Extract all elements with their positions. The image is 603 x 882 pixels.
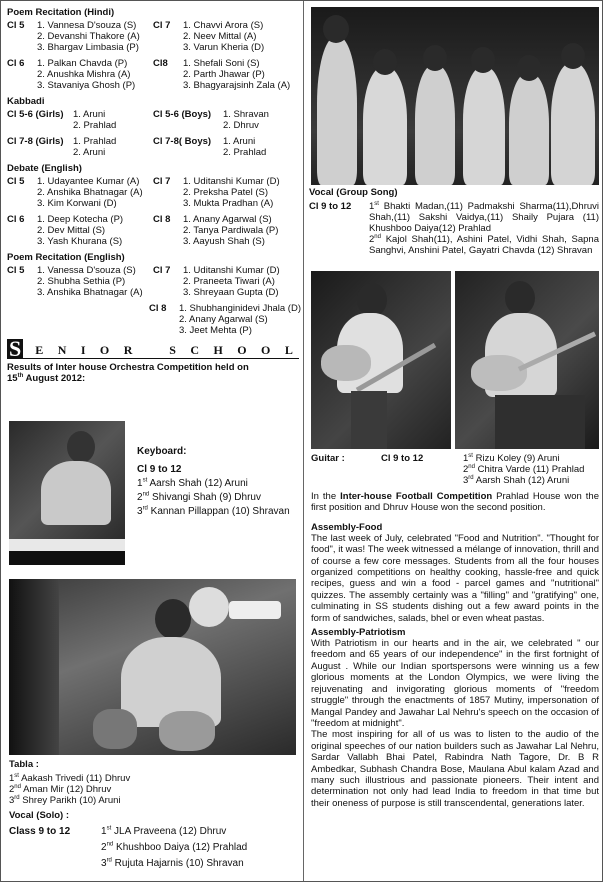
winner: 1. Aruni bbox=[73, 109, 106, 120]
keyboard-class: Cl 9 to 12 bbox=[137, 464, 182, 475]
date-sup: th bbox=[17, 372, 24, 379]
winner: 2. Dhruv bbox=[223, 120, 259, 131]
guitar-class: Cl 9 to 12 bbox=[381, 453, 424, 464]
winner: 3. Yash Khurana (S) bbox=[37, 236, 123, 247]
poem-english-title: Poem Recitation (English) bbox=[7, 252, 125, 263]
banner-letter: L bbox=[284, 343, 295, 357]
senior-school-banner bbox=[7, 336, 299, 361]
orchestra-heading bbox=[7, 362, 299, 384]
result-line: 2nd Shivangi Shah (9) Dhruv bbox=[137, 491, 261, 503]
class-label: Cl8 bbox=[153, 58, 168, 69]
poem-hindi-title: Poem Recitation (Hindi) bbox=[7, 7, 115, 18]
winner: 2. Tanya Pardiwala (P) bbox=[183, 225, 279, 236]
banner-letter: O bbox=[237, 343, 249, 357]
result-line: 2nd Khushboo Daiya (12) Prahlad bbox=[101, 841, 248, 853]
winner: 3. Varun Kheria (D) bbox=[183, 42, 265, 53]
keyboard-photo bbox=[9, 421, 125, 565]
class-label: Cl 7-8 (Girls) bbox=[7, 136, 64, 147]
winner: 2. Neev Mittal (A) bbox=[183, 31, 257, 42]
class-label: Cl 7 bbox=[153, 176, 171, 187]
group-second: 2nd Kajol Shah(11), Ashini Patel, Vidhi Shah, Sapna Sanghvi, Anshini Patel, Gayatri Chavda (12) Shravan bbox=[369, 233, 599, 256]
winner: 1. Chavvi Arora (S) bbox=[183, 20, 264, 31]
result-line: 2nd Aman Mir (12) Dhruv bbox=[9, 783, 112, 795]
banner-letter: N bbox=[57, 343, 69, 357]
winner: 1. Vannesa D'souza (S) bbox=[37, 20, 137, 31]
guitar-title: Guitar : bbox=[311, 453, 345, 464]
class-label: Cl 5-6 (Boys) bbox=[153, 109, 212, 120]
winner: 1. Palkan Chavda (P) bbox=[37, 58, 128, 69]
tabla-results bbox=[9, 759, 299, 872]
winner: 1. Uditanshi Kumar (D) bbox=[183, 176, 280, 187]
result-line: 3rd Kannan Pillappan (10) Shravan bbox=[137, 505, 290, 517]
assembly-patriotism-title: Assembly-Patriotism bbox=[311, 627, 406, 639]
class-label: Cl 7 bbox=[153, 20, 171, 31]
keyboard-title: Keyboard: bbox=[137, 446, 187, 457]
winner: 2. Parth Jhawar (P) bbox=[183, 69, 265, 80]
winner: 2. Prahlad bbox=[73, 120, 117, 131]
winner: 1. Uditanshi Kumar (D) bbox=[183, 265, 280, 276]
winner: 3. Mukta Pradhan (A) bbox=[183, 198, 274, 209]
winner: 2. Preksha Patel (S) bbox=[183, 187, 269, 198]
vocal-solo-title: Vocal (Solo) : bbox=[9, 810, 69, 821]
winner: 2. Dev Mittal (S) bbox=[37, 225, 106, 236]
result-line: 1st JLA Praveena (12) Dhruv bbox=[101, 825, 227, 837]
date-num: 15 bbox=[7, 373, 18, 384]
winner: 3. Anshika Bhatnagar (A) bbox=[37, 287, 143, 298]
keyboard-results bbox=[137, 445, 301, 519]
tabla-photo bbox=[9, 579, 296, 755]
group-first: 1st Bhakti Madan,(11) Padmakshi Sharma(11),Dhruvi Shah,(11) Sakshi Vaidya,(11) Shaily Pujara (11) Khushboo Daiya(12) Prahlad bbox=[369, 200, 599, 234]
banner-letter: H bbox=[213, 343, 225, 357]
banner-letter: S bbox=[169, 343, 178, 357]
assembly-food-text: The last week of July, celebrated "Food and Nutrition". "Thought for food", it was! The week witnessed a mélange of innovation, thrill and of course a few core messages. Students from all the four houses organized competitions on healthy cooking, hassle-free and quick recipes, guess and win a food - parcel games and "nutritional" quizzes. The assembly certainly was a "filling" and "gratifying" one, culminating in SS students dishing out a few award points in the form of sandwiches, salads, bhel or even wheat pastas. bbox=[311, 532, 599, 624]
winner: 2. Devanshi Thakore (A) bbox=[37, 31, 140, 42]
winner: 1. Shravan bbox=[223, 109, 269, 120]
result-line: 3rd Aarsh Shah (12) Aruni bbox=[463, 474, 570, 486]
winner: 1. Vanessa D'souza (S) bbox=[37, 265, 136, 276]
winner: 3. Shreyaan Gupta (D) bbox=[183, 287, 279, 298]
class-label: Cl 5 bbox=[7, 20, 25, 31]
left-column bbox=[7, 5, 299, 388]
winner: 3. Kim Korwani (D) bbox=[37, 198, 117, 209]
winner: 2. Anshika Bhatnagar (A) bbox=[37, 187, 143, 198]
winner: 1. Udayantee Kumar (A) bbox=[37, 176, 140, 187]
assembly-patriotism-text1: With Patriotism in our hearts and in the air, we celebrated " our freedom and 65 years of our independence" in the first fortnight of August . While our Indian sportspersons were winning us a few glorious moments at the London Olympics, we were living the rejuvenating and invigorating glorious moments of "freedom struggle" through the enactments of 1857 Mutiny, impersonation of Mangal Pandey and Jawahar Lal Nehru's speech on the occasion of "freedom at midnight". bbox=[311, 638, 599, 729]
winner: 1. Prahlad bbox=[73, 136, 117, 147]
group-song-photo bbox=[311, 7, 599, 185]
result-line: 3rd Shrey Parikh (10) Aruni bbox=[9, 794, 121, 806]
class-label: Cl 5 bbox=[7, 176, 25, 187]
guitar-results bbox=[311, 453, 601, 486]
orchestra-heading-line1: Results of Inter house Orchestra Competition held on bbox=[7, 362, 249, 373]
result-line: 1st Aakash Trivedi (11) Dhruv bbox=[9, 772, 131, 784]
class-label: Cl 8 bbox=[149, 303, 167, 314]
class-label: Cl 7 bbox=[153, 265, 171, 276]
winner: 1. Anany Agarwal (S) bbox=[183, 214, 272, 225]
winner: 2. Anany Agarwal (S) bbox=[179, 314, 268, 325]
banner-initial: S bbox=[9, 336, 22, 361]
winner: 3. Bhagyarajsinh Zala (A) bbox=[183, 80, 291, 91]
winner: 2. Shubha Sethia (P) bbox=[37, 276, 126, 287]
football-result: In the Inter-house Football Competition Prahlad House won the first position and Dhruv House won the second position. bbox=[311, 491, 599, 514]
banner-letter: I bbox=[80, 343, 88, 357]
right-text bbox=[311, 491, 599, 809]
class-label: Cl 6 bbox=[7, 58, 25, 69]
guitar-photo-girl bbox=[311, 271, 451, 449]
banner-letter: R bbox=[123, 343, 135, 357]
guitar-photo-boy bbox=[455, 271, 599, 449]
right-column bbox=[309, 187, 599, 256]
class-label: Cl 6 bbox=[7, 214, 25, 225]
class-label: Cl 5 bbox=[7, 265, 25, 276]
assembly-food-title: Assembly-Food bbox=[311, 521, 383, 533]
winner: 2. Praneeta Tiwari (A) bbox=[183, 276, 275, 287]
winner: 2. Prahlad bbox=[223, 147, 267, 158]
date-rest: August 2012: bbox=[23, 373, 86, 384]
banner-letter: O bbox=[99, 343, 112, 357]
winner: 1. Deep Kotecha (P) bbox=[37, 214, 124, 225]
kabbadi-title: Kabbadi bbox=[7, 96, 45, 107]
vocal-group-class: Cl 9 to 12 bbox=[309, 201, 352, 212]
column-divider bbox=[303, 1, 304, 881]
winner: 1. Aruni bbox=[223, 136, 256, 147]
result-line: 2nd Chitra Varde (11) Prahlad bbox=[463, 463, 585, 475]
result-line: 1st Rizu Koley (9) Aruni bbox=[463, 452, 560, 464]
winner: 2. Anushka Mishra (A) bbox=[37, 69, 131, 80]
winner: 3. Stavaniya Ghosh (P) bbox=[37, 80, 136, 91]
banner-letter: E bbox=[35, 343, 46, 357]
assembly-patriotism-text2: The most inspiring for all of us was to listen to the audio of the original speeches of our nation builders such as Jawahar Lal Nehru, Sardar Vallabh Bhai Patel, Rabindra Nath Tagore, Dr. B R Ambedkar, Subhash Chandra Bose, Maulana Abul kalam Azad and many such illustrious and passionate pioneers. Their intent and determination not only had lead India to freedom in that time but their oneness of purpose is still transcendental, generations later. bbox=[311, 729, 599, 809]
result-line: 1st Aarsh Shah (12) Aruni bbox=[137, 477, 248, 489]
winner: 2. Aruni bbox=[73, 147, 106, 158]
vocal-group-title: Vocal (Group Song) bbox=[309, 187, 398, 198]
class-label: Cl 5-6 (Girls) bbox=[7, 109, 64, 120]
vocal-solo-class: Class 9 to 12 bbox=[9, 826, 71, 837]
banner-letter: O bbox=[261, 343, 273, 357]
winner: 1. Shefali Soni (S) bbox=[183, 58, 260, 69]
banner-letter: C bbox=[190, 343, 202, 357]
winner: 3. Aayush Shah (S) bbox=[183, 236, 265, 247]
winner: 3. Jeet Mehta (P) bbox=[179, 325, 252, 336]
debate-title: Debate (English) bbox=[7, 163, 82, 174]
result-line: 3rd Rujuta Hajarnis (10) Shravan bbox=[101, 857, 244, 869]
winner: 3. Bhargav Limbasia (P) bbox=[37, 42, 139, 53]
tabla-title: Tabla : bbox=[9, 759, 39, 770]
winner: 1. Shubhanginidevi Jhala (D) bbox=[179, 303, 301, 314]
class-label: Cl 7-8( Boys) bbox=[153, 136, 212, 147]
class-label: Cl 8 bbox=[153, 214, 171, 225]
